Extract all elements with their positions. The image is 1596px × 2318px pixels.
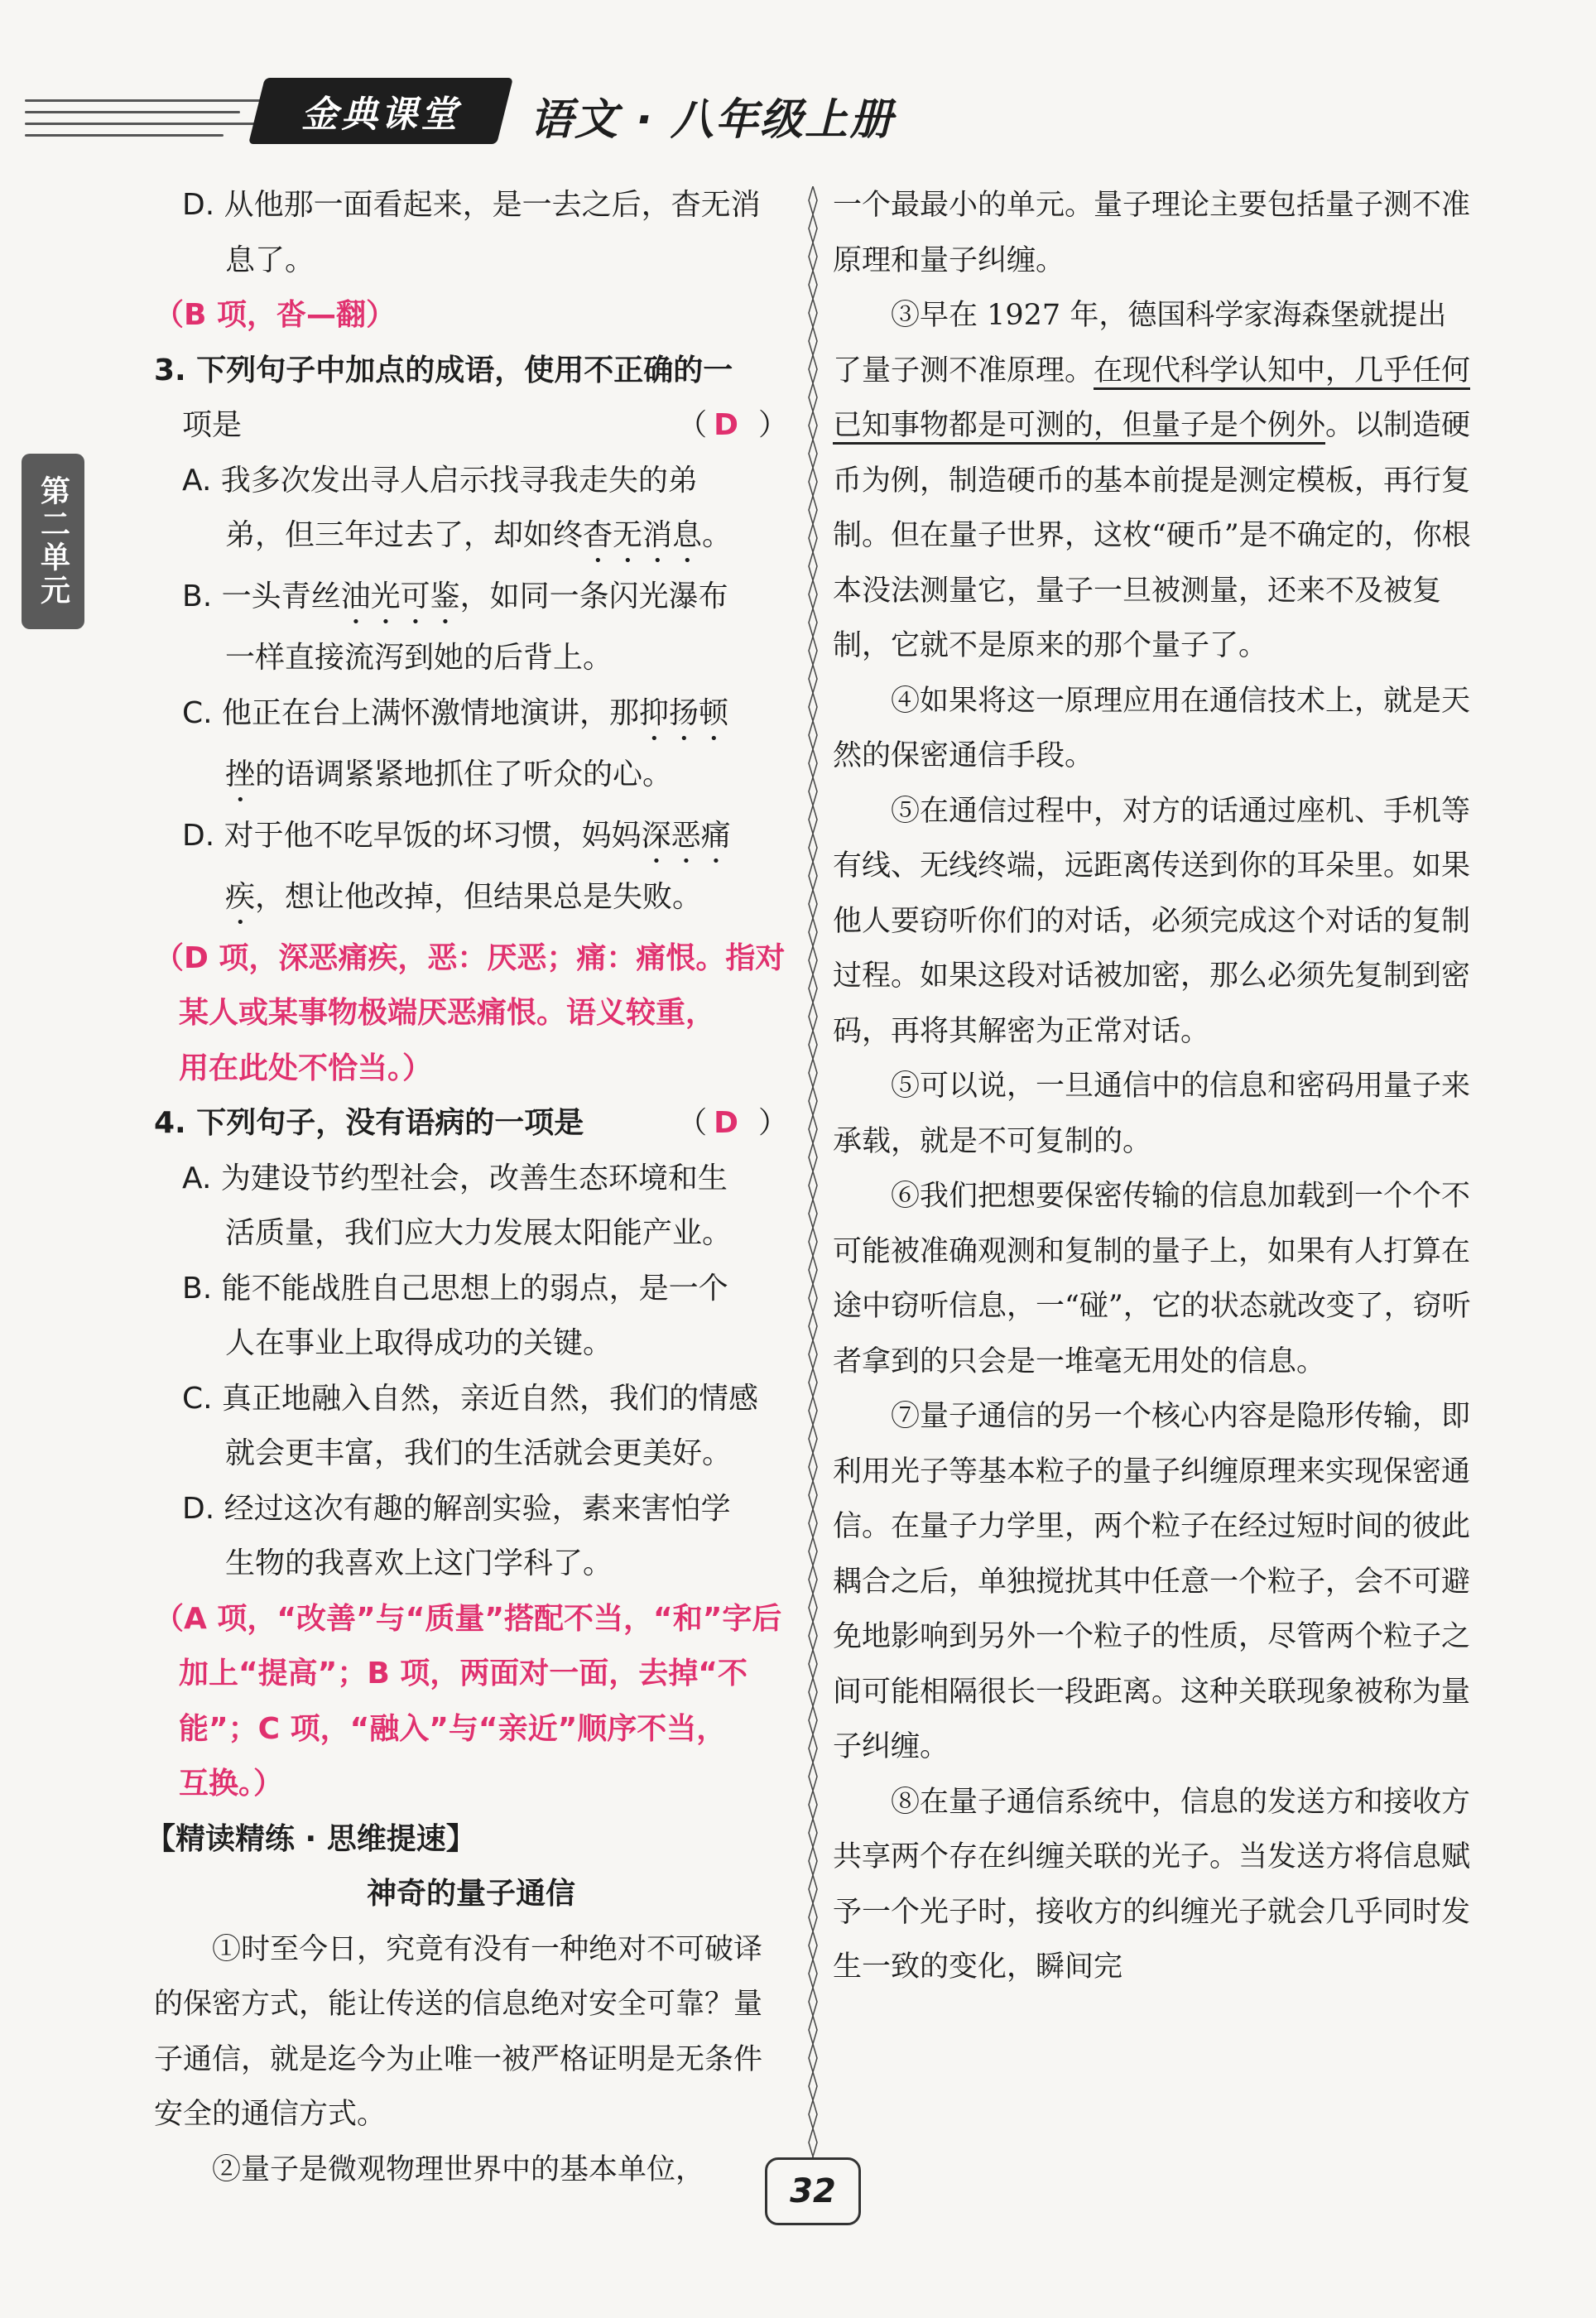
article-paragraph-8: ⑧在量子通信系统中，信息的发送方和接收方共享两个存在纠缠关联的光子。当发送方将信息赋予一个光子时，接收方的纠缠光子就会几乎同时发生一致的变化，瞬间完 xyxy=(833,1785,1471,1984)
dotted-idiom: 抑扬顿 xyxy=(639,695,729,730)
text: C. 他正在台上满怀激情地演讲，那 xyxy=(182,695,640,730)
q3-answer-line3: 用在此处不恰当。） xyxy=(179,1051,433,1085)
page-header xyxy=(0,66,1596,157)
right-column xyxy=(833,178,1475,1995)
text: ，如同一条闪光瀑布 xyxy=(459,580,728,613)
dotted-idiom: 深恶痛 xyxy=(641,818,731,853)
q4-answer-line2: 加上“提高”；B 项，两面对一面，去掉“不 xyxy=(179,1657,748,1690)
section-heading: 【精读精练 · 思维提速】 xyxy=(146,1821,476,1856)
q4-option-b-line1: B. 能不能战胜自己思想上的弱点，是一个 xyxy=(182,1271,728,1306)
text: ，想让他改掉，但结果总是失败。 xyxy=(255,879,703,914)
q3-stem-line1 xyxy=(154,344,788,399)
q2-option-d-line1: D. 从他那一面看起来，是一去之后，杳无消 xyxy=(182,188,761,222)
dotted-idiom: 杳无消息 xyxy=(583,518,703,552)
q2-answer-explanation: （B 项，沓—翻） xyxy=(154,298,396,332)
article-title: 神奇的量子通信 xyxy=(366,1877,575,1911)
q4-stem xyxy=(154,1096,788,1152)
book-title: 语文 · 八年级上册 xyxy=(530,95,894,145)
q4-option-c-line1: C. 真正地融入自然，亲近自然，我们的情感 xyxy=(182,1381,759,1416)
q3-option-d-line1 xyxy=(154,809,788,870)
text: ③早在 1927 年，德国科学家海森堡就提出了量子测不准原理。 xyxy=(833,299,1447,387)
q3-option-b-line1 xyxy=(154,570,788,631)
left-column xyxy=(146,178,788,2197)
q3-option-c-line1 xyxy=(154,686,788,748)
q4-option-a-line2: 活质量，我们应大力发展太阳能产业。 xyxy=(225,1216,733,1250)
article-paragraph-2-cont: 一个最最小的单元。量子理论主要包括量子测不准原理和量子纠缠。 xyxy=(833,189,1471,277)
q3-answer-paren xyxy=(677,398,788,454)
text: D. 对于他不吃早饭的坏习惯，妈妈 xyxy=(182,818,642,853)
article-paragraph-3 xyxy=(833,288,1475,674)
dotted-idiom: 油光可鉴 xyxy=(340,580,460,613)
q4-option-a-line1: A. 为建设节约型社会，改善生态环境和生 xyxy=(182,1161,728,1195)
article-paragraph-7: ⑦量子通信的另一个核心内容是隐形传输，即利用光子等基本粒子的量子纠缠原理来实现保密通信。在量子力学里，两个粒子在经过短时间的彼此耦合之后，单独搅扰其中任意一个粒子，会不可避免地影响到另外一个粒子的性质，尽管两个粒子之间可能相隔很长一段距离。这种关联现象被称为量子纠缠。 xyxy=(833,1400,1471,1763)
q3-option-c-line2 xyxy=(154,748,788,809)
brand-badge-text: 金典课堂 xyxy=(301,94,460,136)
text: B. 一头青丝 xyxy=(182,580,341,613)
q4-answer-line4: 互换。） xyxy=(179,1767,284,1801)
text: 。 xyxy=(702,518,733,552)
q2-option-d-line2: 息了。 xyxy=(225,243,315,277)
q4-answer-line1: （A 项，“改善”与“质量”搭配不当，“和”字后 xyxy=(154,1601,782,1636)
q3-option-d-line2 xyxy=(154,870,788,931)
column-divider xyxy=(808,186,818,2165)
article-paragraph-2-start: ②量子是微观物理世界中的基本单位， xyxy=(212,2152,705,2186)
unit-tab: 第二单元 xyxy=(22,454,84,629)
article-paragraph-6: ⑥我们把想要保密传输的信息加载到一个个不可能被准确观测和复制的量子上，如果有人打算在途中窃听信息，一“碰”，它的状态就改变了，窃听者拿到的只会是一堆毫无用处的信息。 xyxy=(833,1180,1471,1378)
paren-close: ） xyxy=(757,1106,788,1140)
q4-option-c-line2: 就会更丰富，我们的生活就会更美好。 xyxy=(225,1436,733,1470)
q3-stem-text: 项是 xyxy=(182,408,243,442)
dotted-idiom: 疾 xyxy=(225,879,256,914)
q3-answer-choice: D xyxy=(714,408,738,442)
q4-option-d-line1: D. 经过这次有趣的解剖实验，素来害怕学 xyxy=(182,1491,731,1526)
q4-stem-text: 4. 下列句子，没有语病的一项是 xyxy=(154,1106,584,1140)
text: 。以制造硬币为例，制造硬币的基本前提是测定模板，再行复制。但在量子世界，这枚“硬币”是不确定的，你根本没法测量它，量子一旦被测量，还来不及被复制，它就不是原来的那个量子了。 xyxy=(833,409,1471,662)
q3-answer-line1: （D 项，深恶痛疾，恶：厌恶；痛：痛恨。指对 xyxy=(154,940,786,975)
paren-close: ） xyxy=(757,408,788,442)
q3-answer-line2: 某人或某事物极端厌恶痛恨。语义较重， xyxy=(179,996,716,1030)
q3-stem-line2 xyxy=(154,398,788,454)
article-paragraph-5: ⑤在通信过程中，对方的话通过座机、手机等有线、无线终端，远距离传送到你的耳朵里。如果他人要窃听你们的对话，必须完成这个对话的复制过程。如果这段对话被加密，那么必须先复制到密码，再将其解密为正常对话。 xyxy=(833,794,1471,1048)
q3-option-a-line1: A. 我多次发出寻人启示找寻我走失的弟 xyxy=(182,463,698,498)
header-decor-lines xyxy=(25,99,273,149)
article-paragraph-1: ①时至今日，究竟有没有一种绝对不可破译的保密方式，能让传送的信息绝对安全可靠？量子通信，就是迄今为止唯一被严格证明是无条件安全的通信方式。 xyxy=(154,1932,763,2131)
q3-option-b-line2: 一样直接流泻到她的后背上。 xyxy=(225,641,613,675)
underlined-sentence: 在现代科学认知中，几乎任何已知事物都是可测的，但量子是个例外 xyxy=(833,354,1470,445)
q3-option-a-line2 xyxy=(154,508,788,570)
text: 弟，但三年过去了，却如终 xyxy=(225,518,584,552)
article-paragraph-4: ④如果将这一原理应用在通信技术上，就是天然的保密通信手段。 xyxy=(833,684,1471,772)
page-number: 32 xyxy=(765,2157,861,2225)
dotted-idiom: 挫 xyxy=(225,757,256,791)
q3-number-text: 3. 下列句子中加点的成语，使用不正确的一 xyxy=(154,353,733,387)
article-paragraph-5b: ⑤可以说，一旦通信中的信息和密码用量子来承载，就是不可复制的。 xyxy=(833,1070,1471,1158)
paren-open: （ xyxy=(677,1106,708,1140)
q4-answer-line3: 能”；C 项，“融入”与“亲近”顺序不当， xyxy=(179,1711,727,1746)
q4-answer-paren xyxy=(677,1096,788,1152)
text: 的语调紧紧地抓住了听众的心。 xyxy=(255,757,673,791)
q4-option-d-line2: 生物的我喜欢上这门学科了。 xyxy=(225,1546,613,1580)
q4-answer-choice: D xyxy=(714,1106,738,1140)
brand-badge xyxy=(248,78,513,144)
q4-option-b-line2: 人在事业上取得成功的关键。 xyxy=(225,1326,613,1360)
paren-open: （ xyxy=(677,408,708,442)
